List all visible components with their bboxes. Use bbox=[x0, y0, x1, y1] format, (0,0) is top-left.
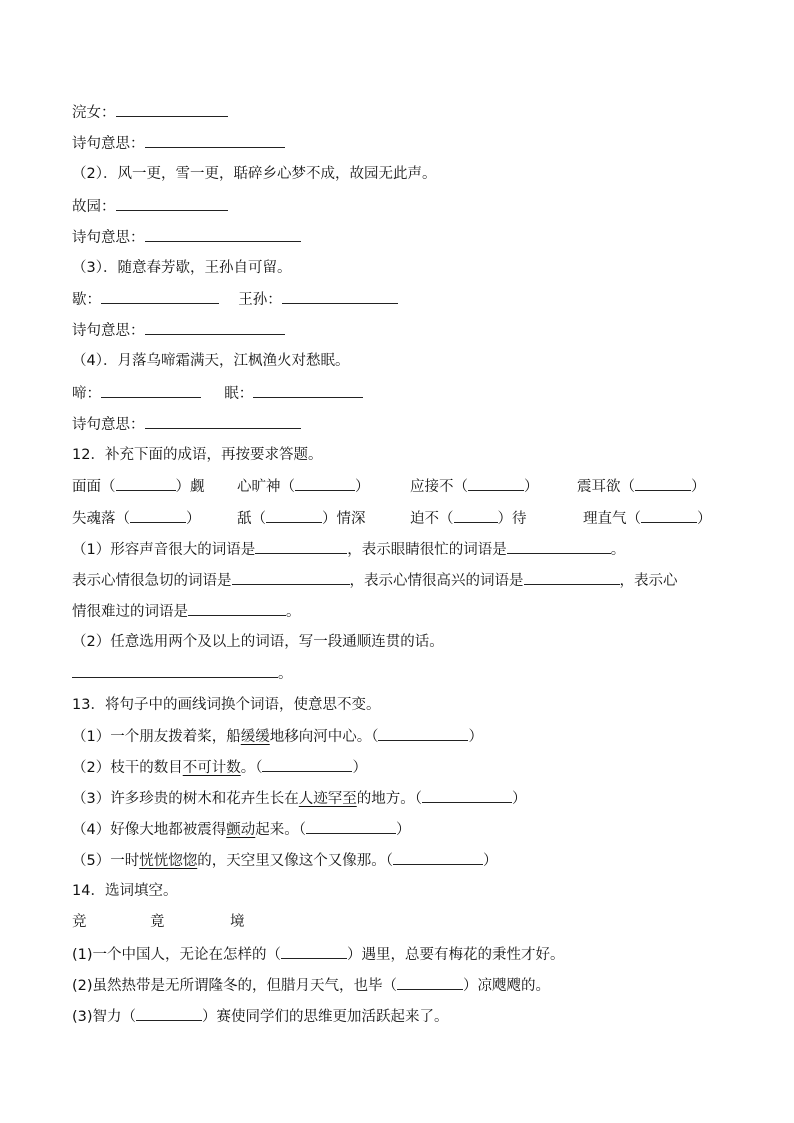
idiom-item: 心旷神（ ） bbox=[237, 476, 370, 497]
answer-line-meaning-3 bbox=[72, 320, 285, 341]
answer-blank[interactable] bbox=[507, 539, 611, 554]
answer-blank[interactable] bbox=[116, 102, 228, 117]
idiom-blank[interactable] bbox=[266, 508, 322, 523]
answer-blank[interactable] bbox=[281, 944, 347, 959]
q13-item: （4）好像大地都被震得颤动起来。（ ） bbox=[72, 819, 410, 840]
field-label: 浣女： bbox=[72, 105, 116, 121]
underlined-word: 颤动 bbox=[226, 822, 256, 838]
q12-sub-1-end: 情很难过的词语是 。 bbox=[72, 601, 301, 622]
question-12-title: 12．补充下面的成语，再按要求答题。 bbox=[72, 447, 323, 463]
underlined-word: 缓缓 bbox=[240, 729, 270, 745]
answer-line-xie-wangsun bbox=[72, 289, 398, 310]
answer-line-ti-mian bbox=[72, 383, 363, 404]
q14-item: (3)智力（ ）赛使同学们的思维更加活跃起来了。 bbox=[72, 1006, 449, 1027]
underlined-word: 不可计数 bbox=[182, 760, 241, 776]
underlined-word: 恍恍惚惚 bbox=[139, 853, 198, 869]
answer-blank[interactable] bbox=[145, 133, 285, 148]
field-label: 诗句意思： bbox=[72, 136, 145, 152]
answer-blank[interactable] bbox=[116, 196, 228, 211]
field-label: 故园： bbox=[72, 199, 116, 215]
idiom-blank[interactable] bbox=[130, 508, 186, 523]
answer-blank[interactable] bbox=[422, 788, 512, 803]
field-label: 诗句意思： bbox=[72, 230, 145, 246]
poem-question-4: （4）．月落乌啼霜满天，江枫渔火对愁眠。 bbox=[72, 353, 350, 369]
answer-blank[interactable] bbox=[145, 320, 285, 335]
answer-blank[interactable] bbox=[393, 850, 483, 865]
answer-blank[interactable] bbox=[255, 539, 347, 554]
question-14-title: 14．选词填空。 bbox=[72, 883, 178, 899]
answer-line-guyuan bbox=[72, 196, 228, 217]
idiom-blank[interactable] bbox=[641, 508, 697, 523]
idiom-item: 应接不（ ） bbox=[410, 476, 539, 497]
answer-blank[interactable] bbox=[282, 289, 398, 304]
answer-line-meaning-2 bbox=[72, 227, 301, 248]
q12-sub-1: （1）形容声音很大的词语是 ，表示眼睛很忙的词语是 。 bbox=[72, 539, 625, 560]
answer-blank[interactable] bbox=[253, 383, 363, 398]
poem-question-2: （2）．风一更，雪一更，聒碎乡心梦不成，故园无此声。 bbox=[72, 166, 437, 182]
answer-blank[interactable] bbox=[72, 663, 278, 678]
answer-line-meaning-1 bbox=[72, 133, 285, 154]
idiom-item: 舐（ ）情深 bbox=[237, 508, 366, 529]
q13-item: （2）枝干的数目不可计数。（ ） bbox=[72, 757, 367, 778]
answer-blank[interactable] bbox=[136, 1006, 202, 1021]
poem-question-3: （3）．随意春芳歇，王孙自可留。 bbox=[72, 260, 292, 276]
answer-line-meaning-4 bbox=[72, 414, 301, 435]
idiom-blank[interactable] bbox=[635, 476, 691, 491]
field-label: 啼： bbox=[72, 386, 101, 402]
answer-blank[interactable] bbox=[306, 819, 396, 834]
answer-blank[interactable] bbox=[262, 757, 352, 772]
answer-line-huannv bbox=[72, 102, 228, 123]
answer-blank[interactable] bbox=[397, 975, 463, 990]
field-label: 诗句意思： bbox=[72, 323, 145, 339]
idiom-item: 迫不（ ）待 bbox=[410, 508, 527, 529]
q13-item: （1）一个朋友拨着桨，船缓缓地移向河中心。（ ） bbox=[72, 726, 483, 747]
idiom-blank[interactable] bbox=[116, 476, 176, 491]
q14-item: (2)虽然热带是无所谓隆冬的，但腊月天气，也毕（ ）凉飕飕的。 bbox=[72, 975, 550, 996]
idiom-item: 失魂落（ ） bbox=[72, 508, 201, 529]
answer-blank[interactable] bbox=[145, 227, 301, 242]
word-option: 境 bbox=[230, 914, 245, 930]
idiom-item: 面面（ ）觑 bbox=[72, 476, 205, 497]
idiom-blank[interactable] bbox=[454, 508, 498, 523]
field-label: 歇： bbox=[72, 292, 101, 308]
underlined-word: 人迹罕至 bbox=[298, 791, 357, 807]
answer-blank[interactable] bbox=[524, 570, 620, 585]
question-13-title: 13．将句子中的画线词换个词语，使意思不变。 bbox=[72, 697, 381, 713]
field-label: 诗句意思： bbox=[72, 417, 145, 433]
q13-item: （3）许多珍贵的树木和花卉生长在人迹罕至的地方。（ ） bbox=[72, 788, 526, 809]
idiom-item: 震耳欲（ ） bbox=[577, 476, 706, 497]
q12-sub-2-answer: 。 bbox=[72, 663, 293, 684]
answer-blank[interactable] bbox=[232, 570, 350, 585]
idiom-blank[interactable] bbox=[295, 476, 355, 491]
answer-blank[interactable] bbox=[378, 726, 468, 741]
answer-blank[interactable] bbox=[188, 601, 286, 616]
q12-sub-2: （2）任意选用两个及以上的词语，写一段通顺连贯的话。 bbox=[72, 634, 444, 650]
answer-blank[interactable] bbox=[101, 383, 201, 398]
idiom-item: 理直气（ ） bbox=[583, 508, 712, 529]
q14-item: (1)一个中国人，无论在怎样的（ ）遇里，总要有梅花的秉性才好。 bbox=[72, 944, 565, 965]
word-option: 竟 bbox=[150, 914, 165, 930]
q12-sub-1-cont: 表示心情很急切的词语是 ，表示心情很高兴的词语是 ，表示心 bbox=[72, 570, 678, 591]
field-label: 王孙： bbox=[238, 292, 282, 308]
field-label: 眠： bbox=[224, 386, 254, 402]
answer-blank[interactable] bbox=[145, 414, 301, 429]
answer-blank[interactable] bbox=[101, 289, 219, 304]
idiom-blank[interactable] bbox=[468, 476, 524, 491]
word-option: 竞 bbox=[72, 914, 87, 930]
q13-item: （5）一时恍恍惚惚的，天空里又像这个又像那。（ ） bbox=[72, 850, 497, 871]
